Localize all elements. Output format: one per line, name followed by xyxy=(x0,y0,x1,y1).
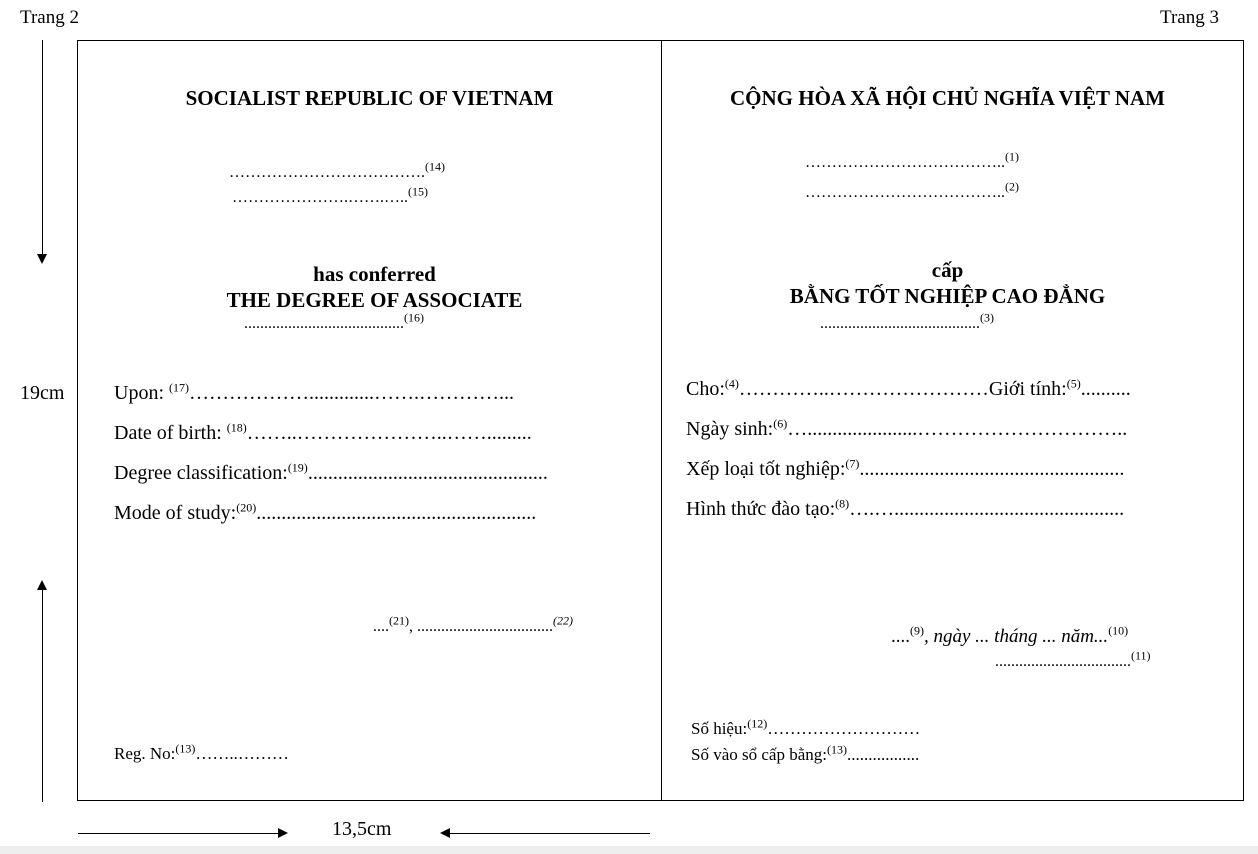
en-reg-no: Reg. No:$^{(13)}$……..……… xyxy=(114,741,289,763)
vn-major-line-3: ........................................$^{(3)}$ xyxy=(820,310,994,332)
vn-so-vao-so: Số vào sổ cấp bằng:$^{(13)}$................. xyxy=(691,742,920,764)
en-issuer-line-14: ……………………………….$^{(14)}$ xyxy=(229,159,445,181)
vn-cap-text: cấp xyxy=(931,258,964,282)
vn-so-hieu: Số hiệu:$^{(12)}$……………………… xyxy=(691,716,921,738)
en-country-title: SOCIALIST REPUBLIC OF VIETNAM xyxy=(185,86,554,110)
arrow-left-icon xyxy=(440,828,450,838)
page-label-right: Trang 3 xyxy=(1160,7,1219,28)
en-field-upon: Upon: $^{(17)}$……………….............…….…………... xyxy=(114,380,514,404)
height-arrow-top-line xyxy=(42,40,43,255)
page-label-left: Trang 2 xyxy=(20,7,79,28)
vn-country-title: CỘNG HÒA XÃ HỘI CHỦ NGHĨA VIỆT NAM xyxy=(729,86,1166,110)
en-conferred-text: has conferred xyxy=(313,262,436,286)
vn-place-date-line: ....$^{(9)}$, ngày ... tháng ... năm...$^{(10)}$ xyxy=(891,623,1129,647)
vn-field-hinh-thuc: Hình thức đào tạo:$^{(8)}$….….............................................. xyxy=(686,496,1125,520)
vn-field-cho: Cho:$^{(4)}$…………..……………………Giới tính:$^{(5)}$.......... xyxy=(686,376,1131,400)
width-arrow-right-line xyxy=(450,833,650,834)
vn-issuer-line-2: ………………………………..$^{(2)}$ xyxy=(805,179,1019,201)
en-field-date-of-birth: Date of birth: $^{(18)}$……..…………………..……......... xyxy=(114,420,532,444)
bottom-scroll-strip xyxy=(0,846,1258,854)
arrow-down-icon xyxy=(37,254,47,264)
en-issuer-line-15: ………………….…….…..$^{(15)}$ xyxy=(232,184,428,206)
height-dimension-label: 19cm xyxy=(20,382,65,404)
vn-field-xep-loai: Xếp loại tốt nghiệp:$^{(7)}$..................................................... xyxy=(686,456,1125,480)
arrow-right-icon xyxy=(278,828,288,838)
vn-degree-title: BẰNG TỐT NGHIỆP CAO ĐẲNG xyxy=(789,284,1106,308)
en-major-line-16: ........................................$^{(16)}$ xyxy=(244,310,424,332)
vn-signature-line: ..................................$^{(11)}$ xyxy=(995,648,1151,670)
en-field-degree-classification: Degree classification:$^{(19)}$................................................ xyxy=(114,460,548,484)
en-place-date-line: ....$^{(21)}$, ..................................$^{(22)}$ xyxy=(373,613,573,635)
width-dimension-label: 13,5cm xyxy=(332,818,392,840)
vn-issuer-line-1: ………………………………..$^{(1)}$ xyxy=(805,149,1019,171)
width-arrow-left-line xyxy=(78,833,278,834)
en-degree-title: THE DEGREE OF ASSOCIATE xyxy=(226,288,523,312)
vn-field-ngay-sinh: Ngày sinh:$^{(6)}$…......................………………………….. xyxy=(686,416,1128,440)
page-divider xyxy=(661,40,662,801)
height-arrow-bottom-line xyxy=(42,590,43,802)
en-field-mode-of-study: Mode of study:$^{(20)}$........................................................ xyxy=(114,500,537,524)
arrow-up-icon xyxy=(37,580,47,590)
